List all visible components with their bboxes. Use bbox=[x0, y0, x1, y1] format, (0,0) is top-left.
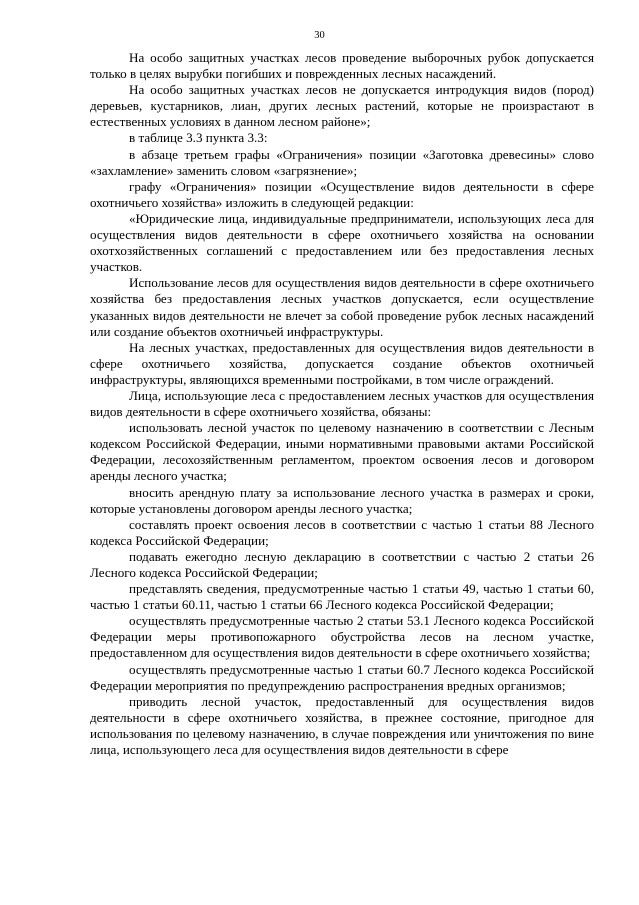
paragraph: На особо защитных участках лесов не допускается интродукция видов (пород) деревьев, кустарников, лиан, других лесных растений, которые не произрастают в естественных условиях в данном лесном районе»; bbox=[90, 82, 594, 130]
page-number: 30 bbox=[314, 30, 325, 41]
paragraph: «Юридические лица, индивидуальные предприниматели, использующих леса для осуществления видов деятельности в сфере охотничьего хозяйства на основании охотхозяйственных соглашений с предоставлением или без предоставления лесных участков. bbox=[90, 210, 594, 275]
paragraph: подавать ежегодно лесную декларацию в соответствии с частью 2 статьи 26 Лесного кодекса Российской Федерации; bbox=[90, 548, 594, 580]
paragraph: графу «Ограничения» позиции «Осуществление видов деятельности в сфере охотничьего хозяйства» изложить в следующей редакции: bbox=[90, 178, 594, 210]
body-text bbox=[90, 50, 594, 758]
paragraph: Использование лесов для осуществления видов деятельности в сфере охотничьего хозяйства без предоставления лесных участков допускается, если осуществление указанных видов деятельности не влечет за собой проведение рубок лесных насаждений или создание объектов охотничьей инфраструктуры. bbox=[90, 275, 594, 339]
paragraph: составлять проект освоения лесов в соответствии с частью 1 статьи 88 Лесного кодекса Российской Федерации; bbox=[90, 516, 594, 548]
paragraph: в таблице 3.3 пункта 3.3: bbox=[129, 130, 268, 146]
paragraph: представлять сведения, предусмотренные частью 1 статьи 49, частью 1 статьи 60, частью 1 статьи 60.11, частью 1 статьи 66 Лесного кодекса Российской Федерации; bbox=[90, 581, 594, 613]
paragraph: Лица, использующие леса с предоставлением лесных участков для осуществления видов деятельности в сфере охотничьего хозяйства, обязаны: bbox=[90, 387, 594, 420]
paragraph: использовать лесной участок по целевому назначению в соответствии с Лесным кодексом Российской Федерации, иными нормативными правовыми актами Российской Федерации, лесохозяйственным регламентом, проектом освоения лесов и договором аренды лесного участка; bbox=[90, 420, 594, 484]
paragraph: На особо защитных участках лесов проведение выборочных рубок допускается только в целях вырубки погибших и поврежденных лесных насаждений. bbox=[90, 50, 594, 82]
paragraph: осуществлять предусмотренные частью 1 статьи 60.7 Лесного кодекса Российской Федерации мероприятия по предупреждению распространения вредных организмов; bbox=[90, 661, 594, 693]
paragraph: осуществлять предусмотренные частью 2 статьи 53.1 Лесного кодекса Российской Федерации меры противопожарного обустройства лесов на лесном участке, предоставленном для осуществления видов деятельности в сфере охотничьего хозяйства; bbox=[90, 613, 594, 661]
paragraph: вносить арендную плату за использование лесного участка в размерах и сроки, которые установлены договором аренды лесного участка; bbox=[90, 484, 594, 516]
paragraph: в абзаце третьем графы «Ограничения» позиции «Заготовка древесины» слово «захламление» заменить словом «загрязнение»; bbox=[90, 146, 594, 178]
paragraph: На лесных участках, предоставленных для осуществления видов деятельности в сфере охотничьего хозяйства, допускается создание объектов охотничьей инфраструктуры, являющихся временными постройками, в том числе ограждений. bbox=[90, 339, 594, 387]
paragraph: приводить лесной участок, предоставленный для осуществления видов деятельности в сфере охотничьего хозяйства, в прежнее состояние, пригодное для использования по целевому назначению, в случае повреждения или уничтожения по вине лица, использующего леса для осуществления видов деятельности в сфере bbox=[90, 693, 594, 758]
